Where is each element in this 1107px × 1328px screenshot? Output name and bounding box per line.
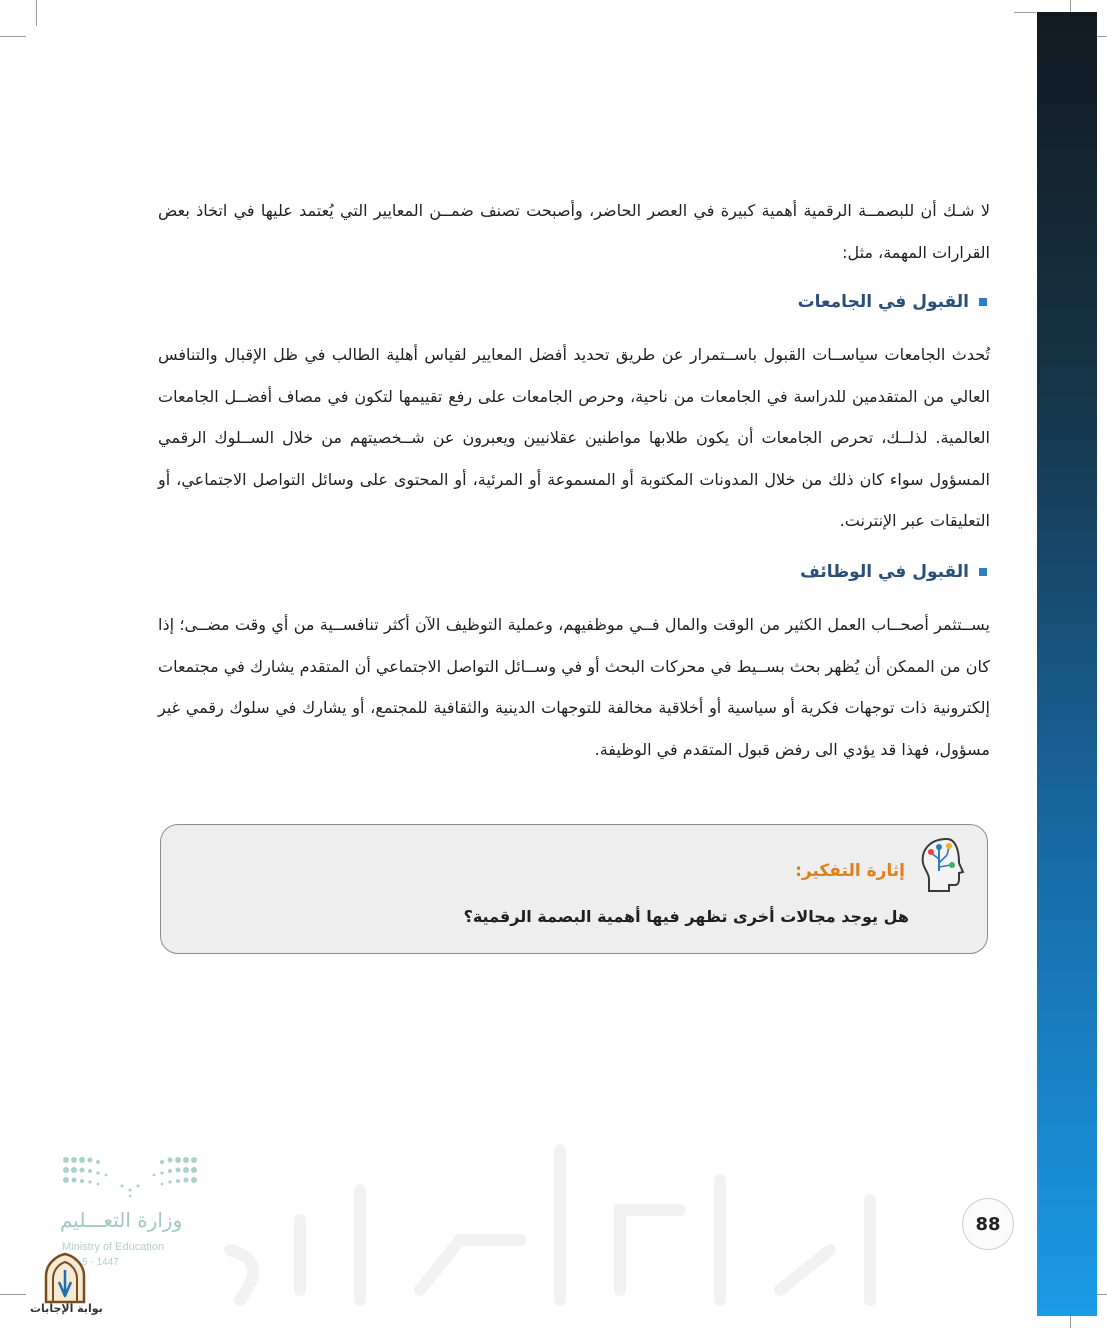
section-body-text: يســتثمر أصحــاب العمل الكثير من الوقت والمال فــي موظفيهم، وعملية التوظيف الآن أكثر تنافســية من أي وقت مضــى؛ إذا كان من الممكن أن يُظهر بحث بســيط في محركات البحث أو في وســائل التواصل الاجتماعي أن المتقدم يشارك في مجتمعات إلكترونية ذات توجهات فكرية أو سياسية أو أخلاقية مخالفة للتوجهات الدينية والثقافية للمجتمع، أو يشارك في سلوك رقمي غير مسؤول، فهذا قد يؤدي الى رفض قبول المتقدم في الوظيفة. <box>158 615 990 759</box>
ministry-name-english: Ministry of Education <box>62 1241 165 1253</box>
intro-text: لا شـك أن للبصمــة الرقمية أهمية كبيرة في العصر الحاضر، وأصبحت تصنف ضمــن المعايير التي يُعتمد عليها في اتخاذ بعض القرارات المهمة، مثل: <box>158 201 990 262</box>
section-heading-universities <box>798 292 987 312</box>
decorative-watermark <box>0 1090 1030 1320</box>
answers-gate-text: بوابة الإجابات <box>30 1302 103 1315</box>
section-body-text: تُحدث الجامعات سياســات القبول باســتمرار عن طريق تحديد أفضل المعايير لقياس أهلية الطالب في ظل الإقبال والتنافس العالي من المتقدمين للدراسة في الجامعات من ناحية، وحرص الجامعات على رفع تقييمها لتكون في مصاف أفضــل الجامعات العالمية. لذلــك، تحرص الجامعات أن يكون طلابها مواطنين عقلانيين ويعبرون عن شــخصيتهم من خلال الســلوك الرقمي المسؤول سواء كان ذلك من خلال المدونات المكتوبة أو المسموعة أو المرئية، أو المحتوى على وسائل التواصل الاجتماعي، أو التعليقات عبر الإنترنت. <box>158 345 990 530</box>
section-body-jobs <box>158 604 990 770</box>
thinking-prompt-box <box>160 824 988 954</box>
ministry-logo-icon <box>62 1154 198 1200</box>
section-heading-text: القبول في الجامعات <box>797 292 969 312</box>
crop-mark <box>1014 12 1036 13</box>
ministry-year: 5 - 1447 <box>82 1257 119 1268</box>
intro-paragraph <box>158 190 990 273</box>
ministry-name-arabic: وزارة التعـــليم <box>60 1208 183 1232</box>
crop-mark <box>36 0 37 26</box>
thinking-question: هل يوجد مجالات أخرى تظهر فيها أهمية البصمة الرقمية؟ <box>463 907 909 926</box>
page-number: 88 <box>962 1198 1014 1250</box>
side-color-band <box>1037 12 1097 1316</box>
section-heading-jobs <box>800 562 987 582</box>
section-heading-text: القبول في الوظائف <box>800 562 969 582</box>
crop-mark <box>0 36 26 37</box>
thinking-label: إثارة التفكير: <box>795 861 905 881</box>
square-bullet-icon <box>979 568 987 576</box>
answers-gate-logo-icon <box>40 1252 90 1304</box>
section-body-universities <box>158 334 990 542</box>
square-bullet-icon <box>979 298 987 306</box>
brain-head-icon <box>915 835 967 895</box>
